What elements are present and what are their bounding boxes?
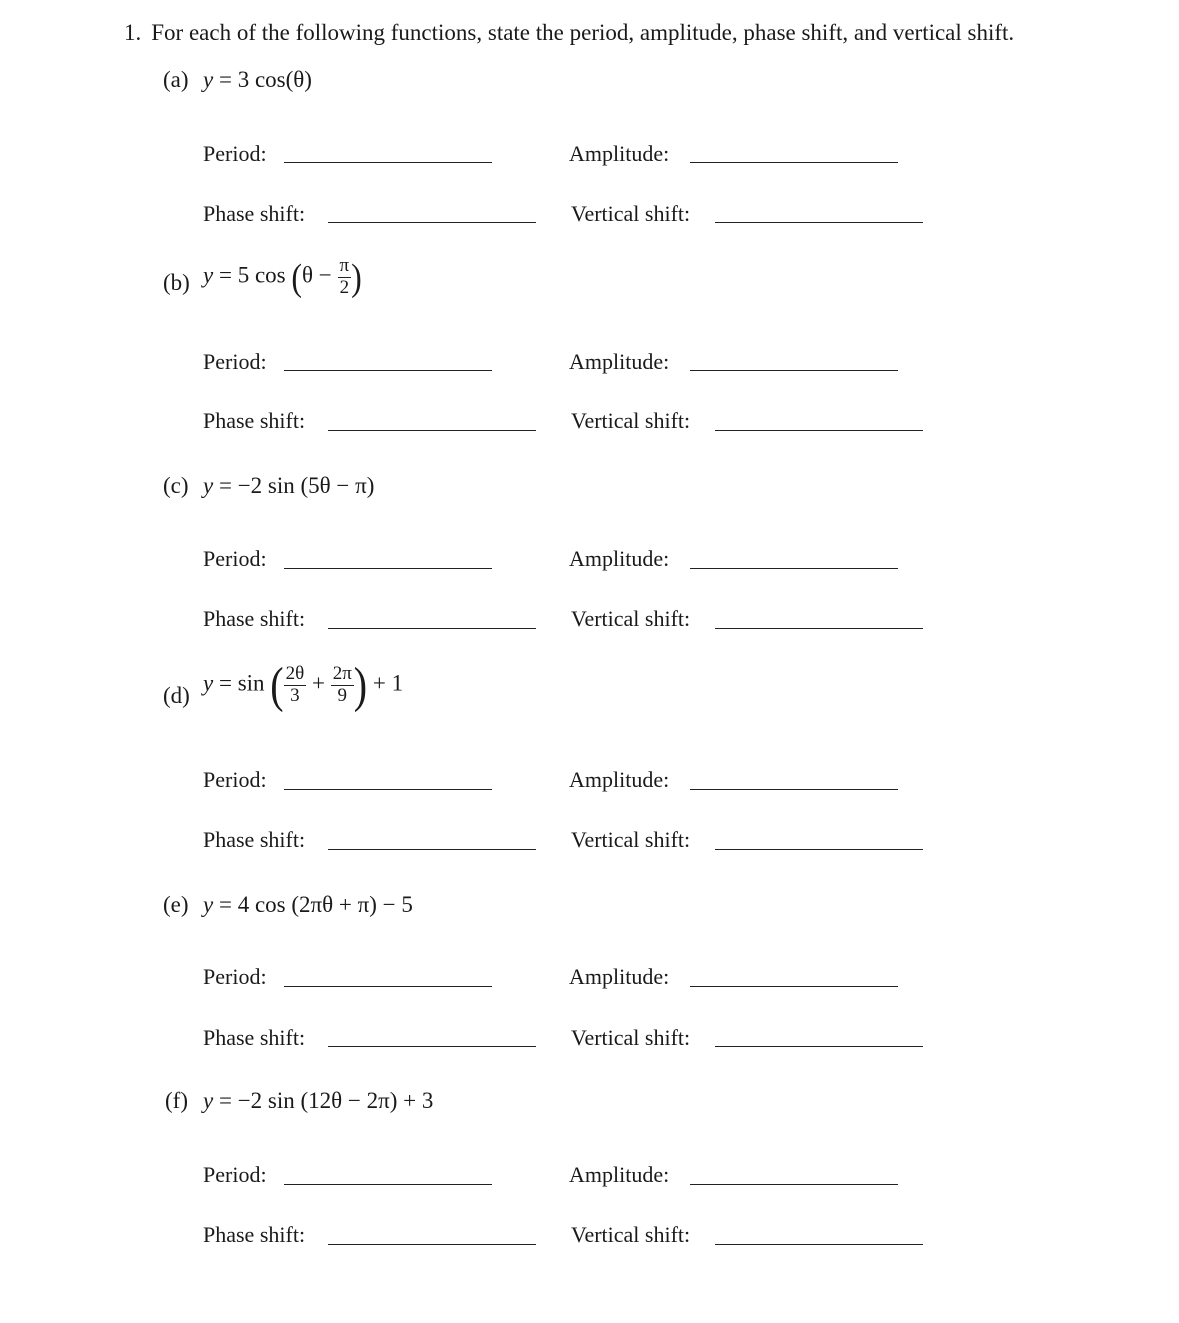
amplitude-label-a: Amplitude: — [569, 141, 670, 166]
fraction-denominator: 9 — [337, 684, 347, 706]
period-answer-line-b[interactable] — [284, 370, 492, 371]
equation-lhs: y — [203, 262, 214, 288]
amplitude-label-f: Amplitude: — [569, 1162, 670, 1187]
plus-sign: + — [311, 670, 325, 696]
part-label-f: (f) — [165, 1088, 188, 1113]
phase-shift-answer-line-e[interactable] — [328, 1046, 536, 1047]
phase-shift-answer-line-b[interactable] — [328, 430, 536, 431]
phase-shift-label-d: Phase shift: — [203, 827, 306, 852]
period-answer-line-a[interactable] — [284, 162, 492, 163]
fraction-2pi-over-9 — [331, 664, 354, 707]
phase-shift-answer-line-d[interactable] — [328, 849, 536, 850]
phase-shift-answer-line-f[interactable] — [328, 1244, 536, 1245]
vertical-shift-answer-line-f[interactable] — [715, 1244, 923, 1245]
vertical-shift-answer-line-e[interactable] — [715, 1046, 923, 1047]
part-label-c: (c) — [163, 473, 189, 498]
vertical-shift-label-b: Vertical shift: — [571, 408, 691, 433]
phase-shift-label-f: Phase shift: — [203, 1222, 306, 1247]
fraction-pi-over-2 — [338, 256, 352, 299]
equation-rhs-prefix: = sin — [218, 670, 265, 696]
equation-suffix: + 1 — [372, 670, 404, 696]
period-answer-line-e[interactable] — [284, 986, 492, 987]
amplitude-answer-line-f[interactable] — [690, 1184, 898, 1185]
part-label-b: (b) — [163, 270, 190, 295]
amplitude-answer-line-e[interactable] — [690, 986, 898, 987]
equation-lhs: y — [203, 892, 214, 917]
equation-e — [203, 892, 413, 918]
equation-b — [203, 256, 362, 299]
vertical-shift-answer-line-d[interactable] — [715, 849, 923, 850]
period-answer-line-c[interactable] — [284, 568, 492, 569]
equation-rhs: = 3 cos(θ) — [218, 67, 312, 92]
equation-d — [203, 656, 404, 713]
fraction-denominator: 2 — [339, 276, 350, 298]
amplitude-label-d: Amplitude: — [569, 767, 670, 792]
right-paren: ) — [351, 255, 362, 299]
question-prompt — [124, 20, 1014, 46]
phase-shift-answer-line-a[interactable] — [328, 222, 536, 223]
period-label-d: Period: — [203, 767, 267, 792]
period-label-e: Period: — [203, 964, 267, 989]
equation-lhs: y — [203, 670, 214, 696]
inner-prefix: θ − — [302, 262, 332, 288]
phase-shift-label-e: Phase shift: — [203, 1025, 306, 1050]
phase-shift-answer-line-c[interactable] — [328, 628, 536, 629]
amplitude-answer-line-d[interactable] — [690, 789, 898, 790]
vertical-shift-label-f: Vertical shift: — [571, 1222, 691, 1247]
amplitude-label-c: Amplitude: — [569, 546, 670, 571]
fraction-numerator: 2π — [332, 663, 352, 684]
amplitude-label-e: Amplitude: — [569, 964, 670, 989]
phase-shift-label-b: Phase shift: — [203, 408, 306, 433]
equation-f — [203, 1088, 433, 1114]
period-label-c: Period: — [203, 546, 267, 571]
equation-lhs: y — [203, 473, 214, 498]
vertical-shift-label-d: Vertical shift: — [571, 827, 691, 852]
amplitude-answer-line-a[interactable] — [690, 162, 898, 163]
vertical-shift-answer-line-c[interactable] — [715, 628, 923, 629]
right-paren: ) — [353, 656, 368, 713]
vertical-shift-label-e: Vertical shift: — [571, 1025, 691, 1050]
fraction-numerator: π — [339, 255, 350, 276]
period-label-b: Period: — [203, 349, 267, 374]
equation-rhs: = 4 cos (2πθ + π) − 5 — [218, 892, 413, 917]
period-answer-line-f[interactable] — [284, 1184, 492, 1185]
vertical-shift-label-a: Vertical shift: — [571, 201, 691, 226]
equation-lhs: y — [203, 67, 214, 92]
period-answer-line-d[interactable] — [284, 789, 492, 790]
vertical-shift-answer-line-b[interactable] — [715, 430, 923, 431]
equation-rhs: = −2 sin (5θ − π) — [218, 473, 375, 498]
equation-rhs-prefix: = 5 cos — [218, 262, 286, 288]
part-label-a: (a) — [163, 67, 189, 92]
question-text: For each of the following functions, state the period, amplitude, phase shift, and vertical shift. — [151, 20, 1015, 45]
period-label-a: Period: — [203, 141, 267, 166]
amplitude-answer-line-c[interactable] — [690, 568, 898, 569]
vertical-shift-answer-line-a[interactable] — [715, 222, 923, 223]
equation-a — [203, 67, 312, 93]
left-paren: ( — [270, 656, 284, 713]
period-label-f: Period: — [203, 1162, 267, 1187]
part-label-d: (d) — [163, 683, 190, 708]
equation-lhs: y — [203, 1088, 214, 1113]
amplitude-answer-line-b[interactable] — [690, 370, 898, 371]
vertical-shift-label-c: Vertical shift: — [571, 606, 691, 631]
phase-shift-label-c: Phase shift: — [203, 606, 306, 631]
left-paren: ( — [291, 255, 303, 299]
equation-c — [203, 473, 374, 499]
fraction-numerator: 2θ — [285, 663, 305, 684]
phase-shift-label-a: Phase shift: — [203, 201, 306, 226]
question-number: 1. — [124, 20, 142, 45]
amplitude-label-b: Amplitude: — [569, 349, 670, 374]
fraction-2theta-over-3 — [284, 664, 307, 707]
equation-rhs: = −2 sin (12θ − 2π) + 3 — [218, 1088, 434, 1113]
fraction-denominator: 3 — [290, 684, 300, 706]
part-label-e: (e) — [163, 892, 189, 917]
